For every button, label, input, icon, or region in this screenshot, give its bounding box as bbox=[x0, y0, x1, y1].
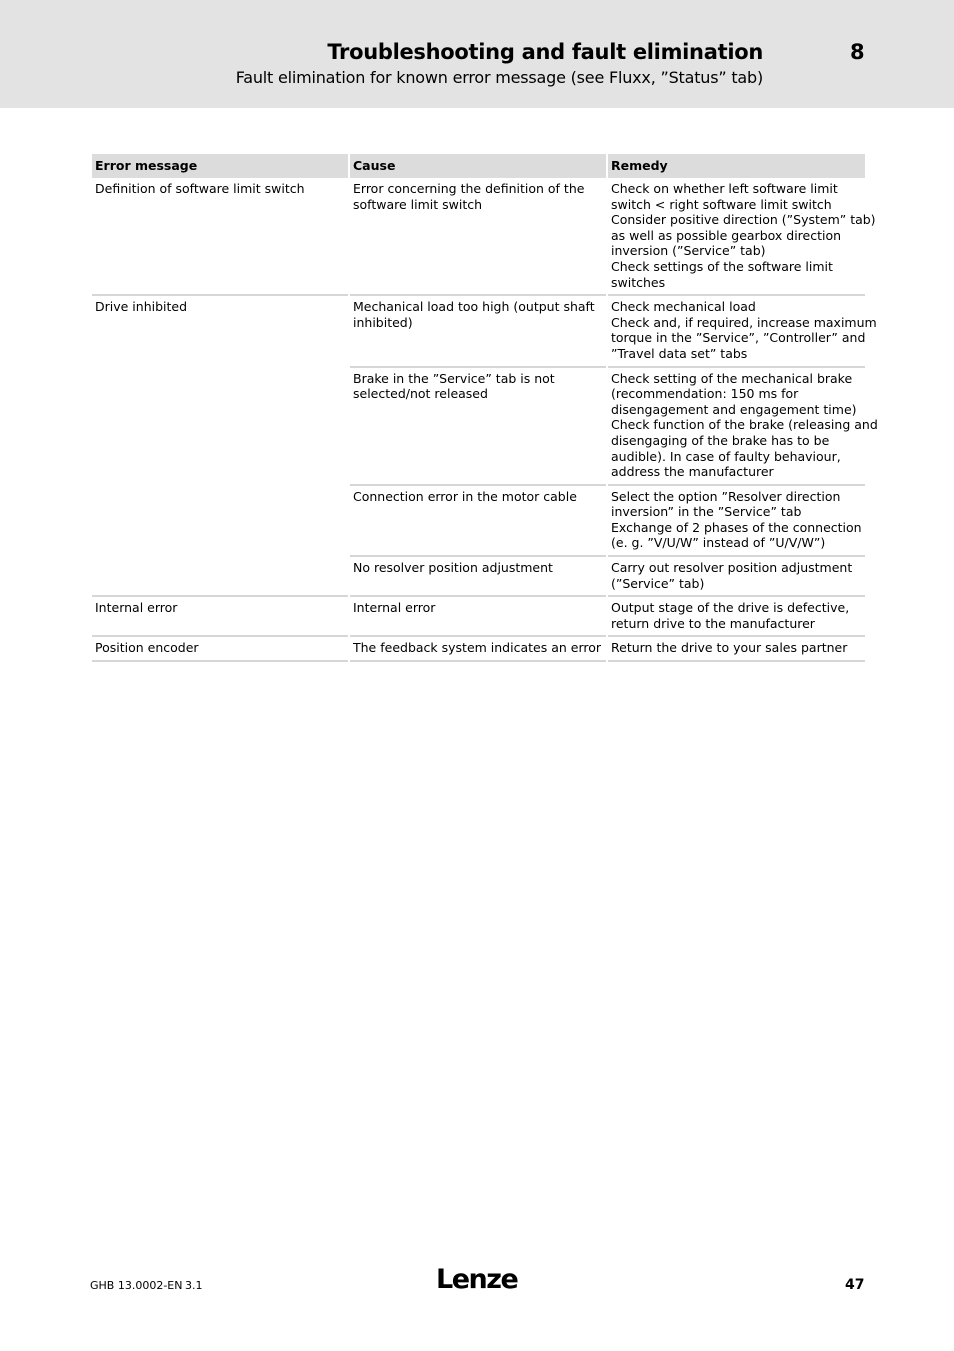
cause-cell bbox=[350, 296, 606, 367]
remedy-line: (”Service” tab) bbox=[611, 575, 705, 591]
remedy-line: Check function of the brake (releasing and bbox=[611, 417, 878, 433]
remedy-line: Exchange of 2 phases of the connection bbox=[611, 519, 862, 535]
table-header-row bbox=[92, 154, 865, 178]
remedy-line: (e. g. ”V/U/W” instead of ”U/V/W”) bbox=[611, 535, 826, 551]
remedy-line: Return the drive to your sales partner bbox=[611, 640, 848, 656]
remedy-cell bbox=[608, 486, 865, 557]
remedy-line: Check mechanical load bbox=[611, 299, 756, 315]
table-row bbox=[92, 178, 865, 296]
cause-cell bbox=[350, 368, 606, 486]
chapter-title: Troubleshooting and fault elimination bbox=[327, 40, 763, 64]
remedy-line: Output stage of the drive is defective, bbox=[611, 600, 850, 616]
remedy-line: inversion” in the ”Service” tab bbox=[611, 504, 802, 520]
remedy-line: disengagement and engagement time) bbox=[611, 401, 857, 417]
table-row bbox=[92, 296, 865, 367]
section-subtitle: Fault elimination for known error message (see Fluxx, ”Status” tab) bbox=[235, 68, 763, 87]
remedy-cell bbox=[608, 368, 878, 486]
cause-line: software limit switch bbox=[353, 196, 483, 212]
cause-line: Error concerning the definition of the bbox=[353, 181, 585, 196]
remedy-line: Check on whether left software limit bbox=[611, 181, 838, 196]
remedy-line: inversion (”Service” tab) bbox=[611, 243, 766, 259]
remedy-cell bbox=[608, 637, 865, 662]
remedy-line: Check and, if required, increase maximum bbox=[611, 314, 877, 330]
column-header-error-message: Error message bbox=[92, 154, 348, 178]
cause-cell bbox=[350, 597, 606, 637]
remedy-cell bbox=[608, 597, 865, 637]
remedy-line: Consider positive direction (”System” tab) bbox=[611, 212, 876, 228]
cause-line: The feedback system indicates an error bbox=[353, 640, 602, 656]
remedy-cell bbox=[608, 296, 877, 367]
remedy-cell bbox=[608, 178, 876, 296]
remedy-line: Select the option ”Resolver direction bbox=[611, 488, 841, 504]
table-row bbox=[92, 637, 865, 662]
fault-table bbox=[90, 154, 878, 662]
error-cell bbox=[92, 637, 348, 662]
remedy-line: disengaging of the brake has to be bbox=[611, 432, 830, 448]
cause-cell bbox=[350, 557, 606, 597]
document-reference: GHB 13.0002-EN bbox=[90, 1279, 183, 1292]
remedy-line: Check setting of the mechanical brake bbox=[611, 370, 853, 386]
cause-cell bbox=[350, 637, 606, 662]
cause-line: Internal error bbox=[353, 600, 436, 616]
error-cell bbox=[92, 296, 348, 597]
remedy-line: switches bbox=[611, 274, 666, 290]
cause-cell bbox=[350, 178, 606, 296]
error-text: Drive inhibited bbox=[95, 299, 188, 315]
error-cell bbox=[92, 597, 348, 637]
cause-line: selected/not released bbox=[353, 386, 488, 402]
error-cell bbox=[92, 178, 348, 296]
cause-cell bbox=[350, 486, 606, 557]
remedy-line: switch < right software limit switch bbox=[611, 196, 832, 212]
column-header-cause: Cause bbox=[350, 154, 606, 178]
error-text: Definition of software limit switch bbox=[95, 181, 305, 196]
document-revision: 3.1 bbox=[185, 1279, 203, 1292]
remedy-line: Carry out resolver position adjustment bbox=[611, 560, 853, 576]
cause-line: No resolver position adjustment bbox=[353, 560, 553, 576]
remedy-line: audible). In case of faulty behaviour, bbox=[611, 448, 841, 464]
error-text: Position encoder bbox=[95, 640, 199, 656]
column-header-remedy: Remedy bbox=[608, 154, 865, 178]
chapter-number: 8 bbox=[850, 40, 865, 64]
table-row bbox=[92, 597, 865, 637]
cause-line: inhibited) bbox=[353, 314, 413, 330]
remedy-line: ”Travel data set” tabs bbox=[611, 345, 748, 361]
remedy-line: (recommendation: 150 ms for bbox=[611, 386, 799, 402]
cause-line: Connection error in the motor cable bbox=[353, 488, 577, 504]
cause-line: Mechanical load too high (output shaft bbox=[353, 299, 595, 315]
remedy-line: torque in the ”Service”, ”Controller” and bbox=[611, 330, 866, 346]
remedy-line: return drive to the manufacturer bbox=[611, 615, 815, 631]
page-number: 47 bbox=[845, 1277, 865, 1293]
remedy-line: Check settings of the software limit bbox=[611, 258, 833, 274]
remedy-line: address the manufacturer bbox=[611, 464, 774, 480]
error-text: Internal error bbox=[95, 600, 178, 616]
cause-line: Brake in the ”Service” tab is not bbox=[353, 370, 555, 386]
remedy-cell bbox=[608, 557, 865, 597]
lenze-logo: Lenze bbox=[436, 1264, 518, 1295]
remedy-line: as well as possible gearbox direction bbox=[611, 227, 842, 243]
